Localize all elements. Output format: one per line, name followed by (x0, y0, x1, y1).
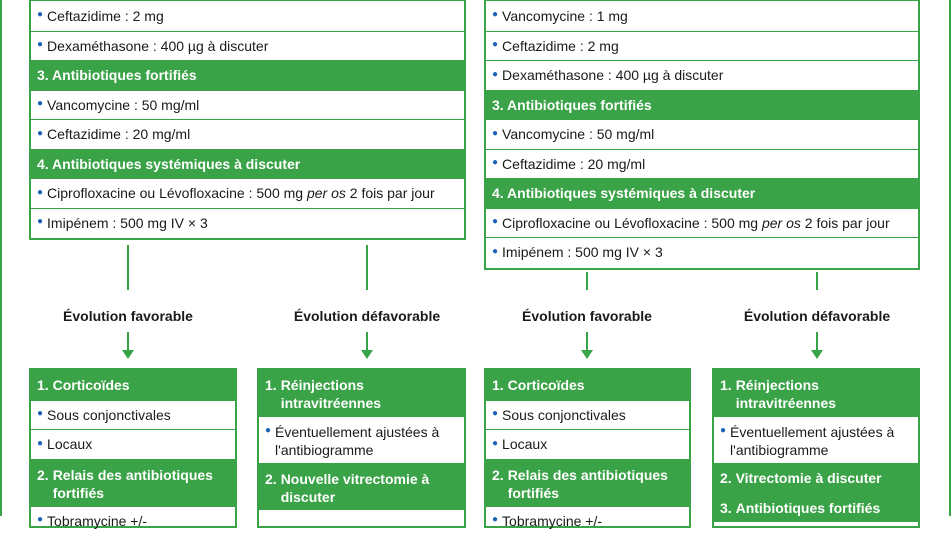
connector-line (127, 332, 129, 350)
section-heading: 1. Réinjections intravitréennes (714, 370, 918, 416)
favorable-box (484, 368, 691, 528)
section-heading: 2. Nouvelle vitrectomie à discuter (259, 463, 464, 510)
arrow-down-icon (122, 350, 134, 359)
bullet-icon: ● (492, 9, 498, 20)
bullet-icon: ● (37, 216, 43, 227)
section-heading: 2. Vitrectomie à discuter (714, 463, 918, 493)
list-item: ● Sous conjonctivales (486, 400, 689, 430)
list-item: ● Imipénem : 500 mg IV × 3 (486, 237, 918, 267)
list-item: ● Ciprofloxacine ou Lévofloxacine : 500 mg per os 2 fois par jour (486, 208, 918, 238)
arrow-down-icon (581, 350, 593, 359)
list-item: ● Ceftazidime : 20 mg/ml (486, 149, 918, 179)
bullet-icon: ● (37, 39, 43, 50)
list-item: ● Dexaméthasone : 400 µg à discuter (486, 60, 918, 90)
connector-line (816, 332, 818, 350)
bullet-icon: ● (492, 246, 498, 257)
arrow-down-icon (811, 350, 823, 359)
list-item: ● Tobramycine +/- (486, 506, 689, 535)
list-item: ● Ceftazidime : 20 mg/ml (31, 119, 464, 149)
bullet-icon: ● (720, 422, 726, 440)
evolution-defavorable-label: Évolution défavorable (717, 308, 917, 324)
bullet-icon: ● (37, 408, 43, 419)
list-item: ● Vancomycine : 1 mg (486, 1, 918, 31)
section-heading: 1. Réinjections intravitréennes (259, 370, 464, 416)
bullet-icon: ● (492, 514, 498, 525)
list-item: ● Ceftazidime : 2 mg (486, 31, 918, 61)
list-item: ● Locaux (31, 429, 235, 459)
section-heading: 2. Relais des antibiotiques fortifiés (486, 459, 689, 506)
connector-line (366, 332, 368, 350)
defavorable-box (712, 368, 920, 528)
section-heading: 1. Corticoïdes (486, 370, 689, 400)
bullet-icon: ● (37, 438, 43, 449)
section-heading: 2. Relais des antibiotiques fortifiés (31, 459, 235, 506)
bullet-icon: ● (492, 438, 498, 449)
bullet-icon: ● (37, 9, 43, 20)
connector-line (127, 245, 129, 290)
connector-line (816, 272, 818, 290)
list-item: ● Dexaméthasone : 400 µg à discuter (31, 31, 464, 61)
connector-line (366, 245, 368, 290)
bullet-icon: ● (37, 128, 43, 139)
right-treatment-box (484, 0, 920, 270)
list-item: ● Tobramycine +/- (31, 506, 235, 535)
bullet-icon: ● (492, 216, 498, 227)
list-item: ● Éventuellement ajustées à l'antibiogramme (259, 416, 464, 463)
list-item: ● Sous conjonctivales (31, 400, 235, 430)
list-item: ● Imipénem : 500 mg IV × 3 (31, 208, 464, 238)
list-item: ● Éventuellement ajustées à l'antibiogramme (714, 416, 918, 463)
bullet-icon: ● (492, 39, 498, 50)
section-heading: 4. Antibiotiques systémiques à discuter (486, 178, 918, 208)
list-item: ● Vancomycine : 50 mg/ml (31, 90, 464, 120)
favorable-box (29, 368, 237, 528)
evolution-defavorable-label: Évolution défavorable (267, 308, 467, 324)
left-treatment-box (29, 0, 466, 240)
bullet-icon: ● (37, 514, 43, 525)
arrow-down-icon (361, 350, 373, 359)
evolution-favorable-label: Évolution favorable (487, 308, 687, 324)
bullet-icon: ● (492, 128, 498, 139)
evolution-favorable-label: Évolution favorable (28, 308, 228, 324)
section-heading: 3. Antibiotiques fortifiés (486, 90, 918, 120)
bullet-icon: ● (492, 157, 498, 168)
bullet-icon: ● (492, 69, 498, 80)
connector-line (586, 272, 588, 290)
bullet-icon: ● (265, 422, 271, 440)
list-item: ● Ceftazidime : 2 mg (31, 1, 464, 31)
defavorable-box (257, 368, 466, 528)
connector-line (586, 332, 588, 350)
section-heading: 3. Antibiotiques fortifiés (714, 493, 918, 523)
list-item: ● Vancomycine : 50 mg/ml (486, 119, 918, 149)
list-item: ● Ciprofloxacine ou Lévofloxacine : 500 mg per os 2 fois par jour (31, 178, 464, 208)
list-item: ● Locaux (486, 429, 689, 459)
bullet-icon: ● (492, 408, 498, 419)
bullet-icon: ● (37, 98, 43, 109)
section-heading: 3. Antibiotiques fortifiés (31, 60, 464, 90)
section-heading: 4. Antibiotiques systémiques à discuter (31, 149, 464, 179)
bullet-icon: ● (37, 187, 43, 198)
section-heading: 1. Corticoïdes (31, 370, 235, 400)
